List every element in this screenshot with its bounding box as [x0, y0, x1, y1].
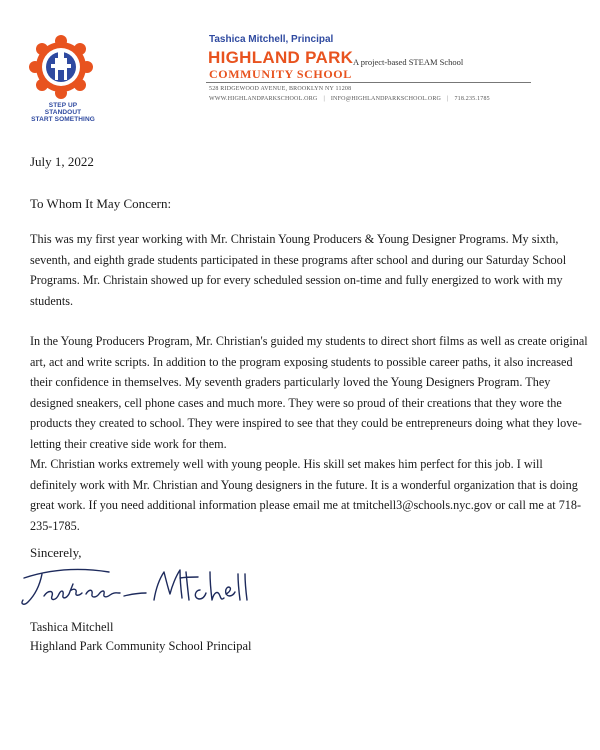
closing: Sincerely,: [30, 545, 82, 560]
school-name-line-1: HIGHLAND PARK: [208, 48, 354, 67]
logo-tagline-line-1: STEP UP: [48, 102, 78, 109]
signer-name: Tashica Mitchell: [30, 620, 114, 634]
header-divider: [206, 82, 531, 83]
logo-tagline-line-3: START SOMETHING: [31, 116, 95, 123]
school-address: 528 RIDGEWOOD AVENUE, BROOKLYN NY 11208: [209, 86, 352, 92]
contact-line: [209, 96, 534, 102]
school-phone: 718.235.1785: [454, 96, 490, 102]
body-paragraph-1: This was my first year working with Mr. Christain Young Producers & Young Designer Programs. My sixth, seventh, and eighth grade students participated in these programs after school and during our Saturday School Programs. Mr. Christain showed up for every scheduled session on-time and fully energized to work with my students.: [30, 232, 567, 308]
school-name-line-2: COMMUNITY SCHOOL: [209, 67, 352, 81]
school-subtitle: A project-based STEAM School: [353, 57, 464, 67]
contact-separator: |: [447, 96, 449, 102]
logo-tagline-line-2: STANDOUT: [44, 109, 82, 116]
body-paragraph-3: Mr. Christian works extremely well with young people. His skill set makes him perfect for this job. I will definitely work with Mr. Christian and Young designers in the future. It is a wonderful organization that is doing great work. If you need additional information please email me at tmitchell3@schools.nyc.gov or call me at 718-235-1785.: [30, 457, 582, 533]
signer-title: Highland Park Community School Principal: [30, 639, 252, 653]
school-logo-icon: [28, 34, 94, 102]
handwritten-signature-icon: [14, 560, 254, 612]
body-paragraph-2: In the Young Producers Program, Mr. Christian's guided my students to direct short films as well as create original art, act and write scripts. In addition to the program exposing students to possible career paths, it also increased their confidence in themselves. My seventh graders particularly loved the Young Designers Program. They designed sneakers, cell phone cases and much more. They were so proud of their creations that they wore the products they created to school. They were inspired to see that they could be entrepreneurs doing what they love- letting their creative side work for them.: [30, 334, 588, 451]
school-email: INFO@HIGHLANDPARKSCHOOL.ORG: [330, 96, 442, 102]
principal-header: Tashica Mitchell, Principal: [209, 34, 334, 45]
contact-separator: |: [323, 96, 325, 102]
salutation: To Whom It May Concern:: [30, 196, 172, 211]
school-website: WWW.HIGHLANDPARKSCHOOL.ORG: [209, 96, 318, 102]
letter-date: July 1, 2022: [30, 154, 94, 169]
